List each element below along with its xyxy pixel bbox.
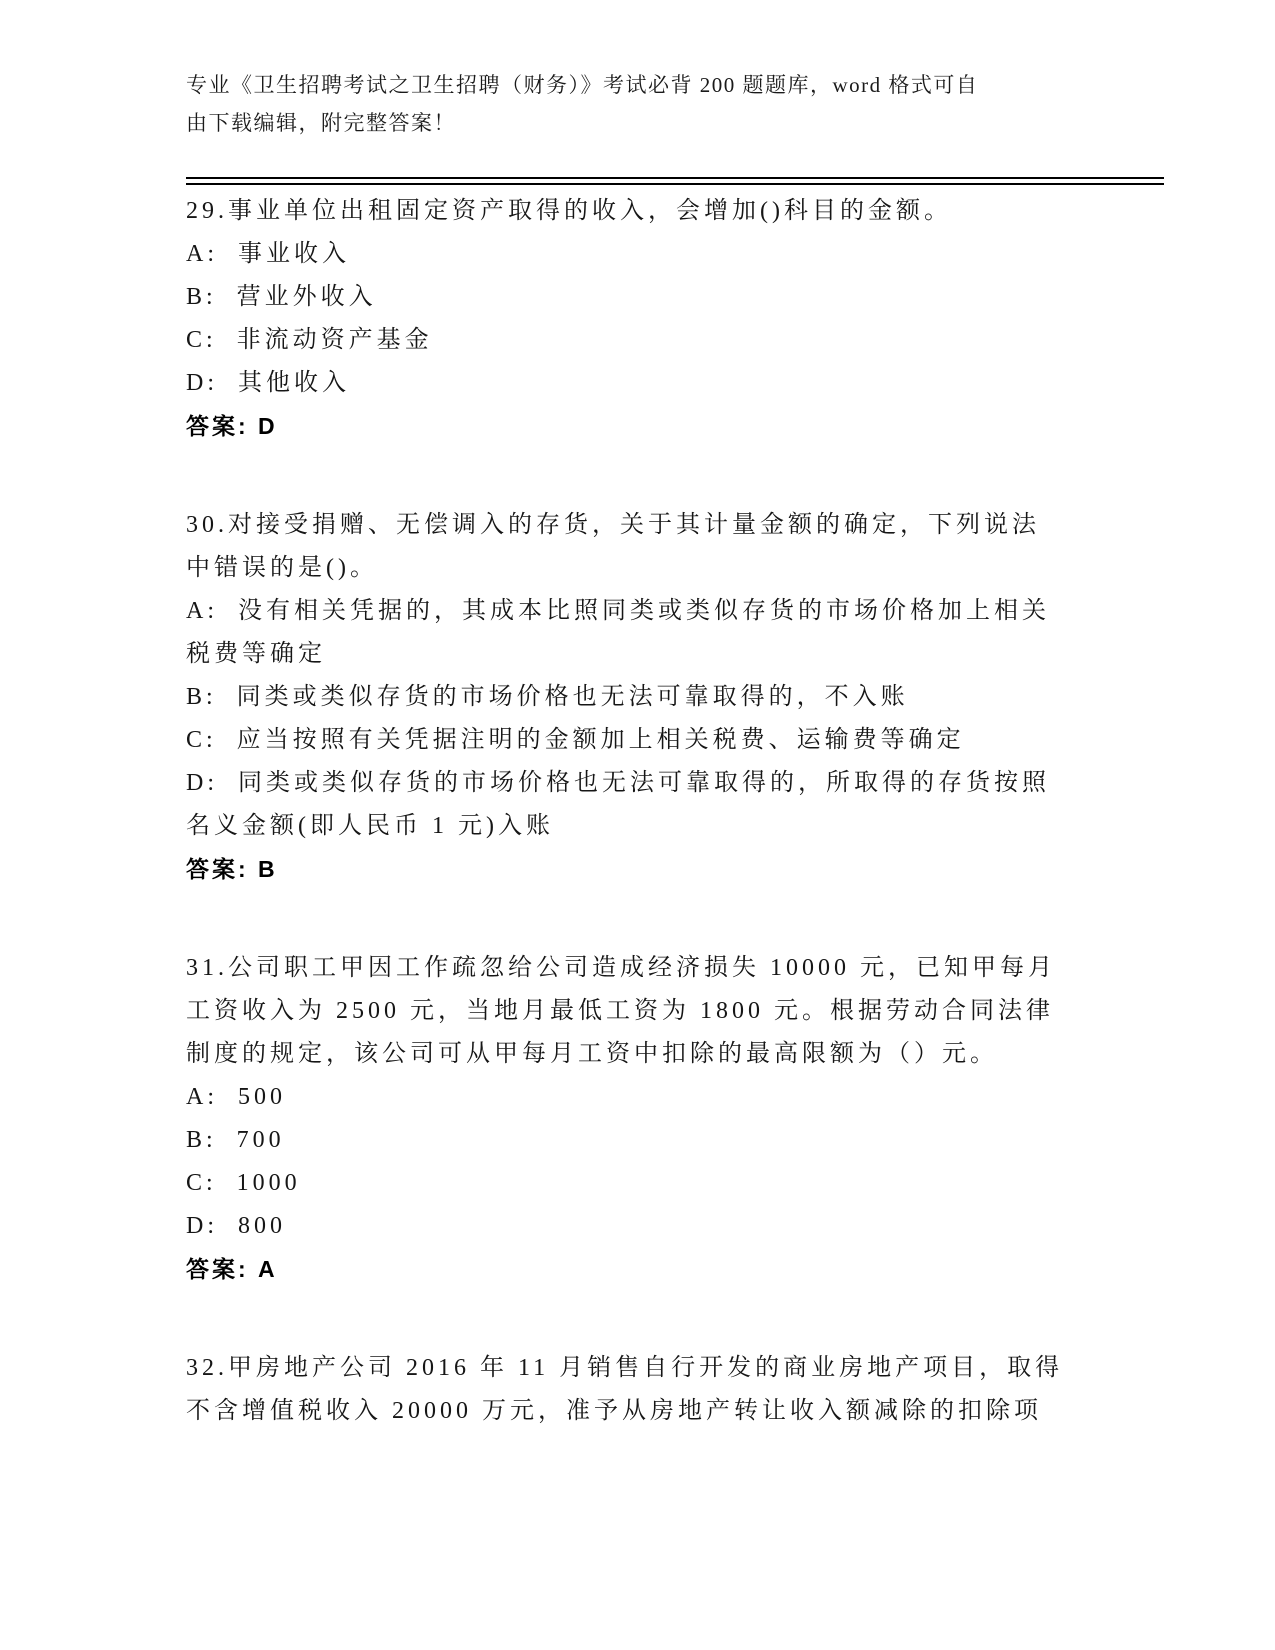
question-30-option-line: D: 同类或类似存货的市场价格也无法可靠取得的，所取得的存货按照: [186, 770, 1050, 796]
question-32-stem-line: 不含增值税收入 20000 万元，准予从房地产转让收入额减除的扣除项: [186, 1398, 1042, 1424]
question-30-option-line: A: 没有相关凭据的，其成本比照同类或类似存货的市场价格加上相关: [186, 598, 1050, 624]
question-30-option-line: B: 同类或类似存货的市场价格也无法可靠取得的，不入账: [186, 684, 909, 710]
question-31: [186, 947, 1186, 1291]
question-30-stem-line: 30.对接受捐赠、无偿调入的存货，关于其计量金额的确定，下列说法: [186, 512, 1040, 538]
question-30-option-line: 名义金额(即人民币 1 元)入账: [186, 813, 554, 839]
question-31-answer-line: 答案: A: [186, 1256, 278, 1282]
doc-header: [186, 66, 1166, 142]
question-31-stem-line: 制度的规定，该公司可从甲每月工资中扣除的最高限额为（）元。: [186, 1041, 998, 1067]
doc-header-line-2: 由下载编辑，附完整答案！: [186, 111, 456, 135]
doc-header-line-1: 专业《卫生招聘考试之卫生招聘（财务）》考试必背 200 题题库，word 格式可自: [186, 73, 979, 97]
question-29-stem-line: 29.事业单位出租固定资产取得的收入，会增加()科目的金额。: [186, 198, 952, 224]
question-30-option-line: 税费等确定: [186, 641, 326, 667]
question-29-option-line: D: 其他收入: [186, 370, 350, 396]
question-31-stem-line: 31.公司职工甲因工作疏忽给公司造成经济损失 10000 元，已知甲每月: [186, 955, 1056, 981]
question-32: [186, 1347, 1186, 1433]
question-30: [186, 504, 1186, 891]
question-30-answer-line: 答案: B: [186, 856, 278, 882]
question-29: [186, 190, 1186, 448]
question-list: [186, 190, 1186, 1489]
question-29-option-line: C: 非流动资产基金: [186, 327, 433, 353]
header-divider: [186, 177, 1164, 185]
question-30-stem-line: 中错误的是()。: [186, 555, 378, 581]
question-29-option-line: B: 营业外收入: [186, 284, 377, 310]
question-32-stem-line: 32.甲房地产公司 2016 年 11 月销售自行开发的商业房地产项目，取得: [186, 1355, 1064, 1381]
question-29-option-line: A: 事业收入: [186, 241, 350, 267]
question-31-option-line: B: 700: [186, 1127, 285, 1153]
question-31-option-line: D: 800: [186, 1213, 286, 1239]
question-29-answer-line: 答案: D: [186, 413, 278, 439]
question-31-option-line: C: 1000: [186, 1170, 301, 1196]
question-30-option-line: C: 应当按照有关凭据注明的金额加上相关税费、运输费等确定: [186, 727, 965, 753]
question-31-stem-line: 工资收入为 2500 元，当地月最低工资为 1800 元。根据劳动合同法律: [186, 998, 1054, 1024]
question-31-option-line: A: 500: [186, 1084, 286, 1110]
